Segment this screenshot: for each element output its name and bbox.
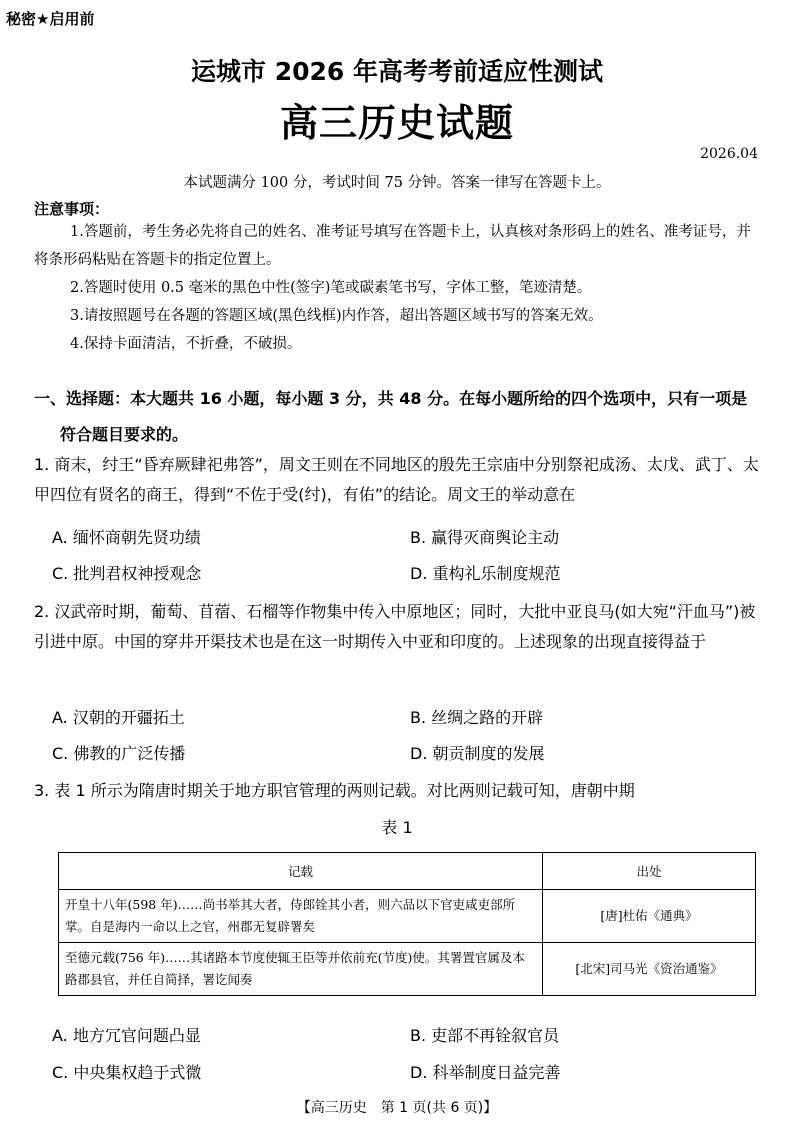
notice-item: 3.请按照题号在各题的答题区域(黑色线框)内作答，超出答题区域书写的答案无效。 — [70, 308, 603, 324]
table-row — [59, 943, 756, 996]
question-1-stem: 1. 商末，纣王“昏弃厥肆祀弗答”，周文王则在不同地区的殷先王宗庙中分别祭祀成汤、太戊、武丁、太甲四位有贤名的商王，得到“不佐于受(纣)，有佑”的结论。周文王的举动意在 — [34, 455, 759, 504]
question-2-option-d: D. 朝贡制度的发展 — [410, 744, 545, 763]
question-1-option-a: A. 缅怀商朝先贤功绩 — [52, 528, 201, 547]
exam-instructions: 本试题满分 100 分，考试时间 75 分钟。答案一律写在答题卡上。 — [183, 175, 611, 191]
table-header-record: 记载 — [59, 853, 543, 890]
table-cell-record: 开皇十八年(598 年)……尚书举其大者，侍郎铨其小者，则六品以下官吏咸吏部所掌。自是海内一命以上之官，州郡无复辟署矣 — [59, 890, 543, 943]
table-header-source: 出处 — [543, 853, 756, 890]
table-cell-source: [北宋]司马光《资治通鉴》 — [543, 943, 756, 996]
question-1-option-b: B. 赢得灭商舆论主动 — [410, 528, 560, 547]
records-table — [58, 852, 756, 996]
table-caption: 表 1 — [381, 818, 413, 837]
section-heading — [34, 381, 764, 453]
notice-item: 2.答题时使用 0.5 毫米的黑色中性(签字)笔或碳素笔书写，字体工整，笔迹清楚。 — [70, 280, 592, 296]
question-2-option-c: C. 佛教的广泛传播 — [52, 744, 186, 763]
notice-list — [34, 218, 764, 358]
question-3-option-b: B. 吏部不再铨叙官员 — [410, 1026, 560, 1045]
exam-date: 2026.04 — [700, 146, 758, 162]
question-3-option-c: C. 中央集权趋于式微 — [52, 1063, 202, 1082]
confidential-mark: 秘密★启用前 — [6, 10, 95, 28]
subject-title: 高三历史试题 — [279, 101, 514, 145]
question-2-option-a: A. 汉朝的开疆拓土 — [52, 708, 185, 727]
question-2-option-b: B. 丝绸之路的开辟 — [410, 708, 544, 727]
table-cell-source: [唐]杜佑《通典》 — [543, 890, 756, 943]
question-3-option-a: A. 地方冗官问题凸显 — [52, 1026, 201, 1045]
question-1-option-c: C. 批判君权神授观念 — [52, 564, 202, 583]
table-row — [59, 890, 756, 943]
notice-item: 1.答题前，考生务必先将自己的姓名、准考证号填写在答题卡上，认真核对条形码上的姓名、准考证号，并将条形码粘贴在答题卡的指定位置上。 — [34, 224, 751, 268]
question-2-stem: 2. 汉武帝时期，葡萄、苜蓿、石榴等作物集中传入中原地区；同时，大批中亚良马(如大宛“汗血马”)被引进中原。中国的穿井开渠技术也是在这一时期传入中亚和印度的。上述现象的出现直接得益于 — [34, 602, 756, 651]
question-1-option-d: D. 重构礼乐制度规范 — [410, 564, 561, 583]
notice-heading: 注意事项： — [34, 200, 110, 218]
question-3-stem: 3. 表 1 所示为隋唐时期关于地方职官管理的两则记载。对比两则记载可知，唐朝中期 — [34, 781, 635, 800]
table-cell-record: 至德元载(756 年)……其诸路本节度使辄王臣等并依前充(节度)使。其署置官属及本路郡县官，并任自简择，署讫闻奏 — [59, 943, 543, 996]
notice-item: 4.保持卡面清洁，不折叠，不破损。 — [70, 336, 302, 352]
exam-title: 运城市 2026 年高考考前适应性测试 — [191, 57, 603, 86]
table-header-row — [59, 853, 756, 890]
question-3-option-d: D. 科举制度日益完善 — [410, 1063, 561, 1082]
section-heading-line2: 符合题目要求的。 — [60, 425, 189, 444]
section-heading-line1: 一、选择题：本大题共 16 小题，每小题 3 分，共 48 分。在每小题所给的四个选项中，只有一项是 — [34, 389, 748, 408]
page-footer: 【高三历史 第 1 页(共 6 页)】 — [296, 1100, 498, 1116]
